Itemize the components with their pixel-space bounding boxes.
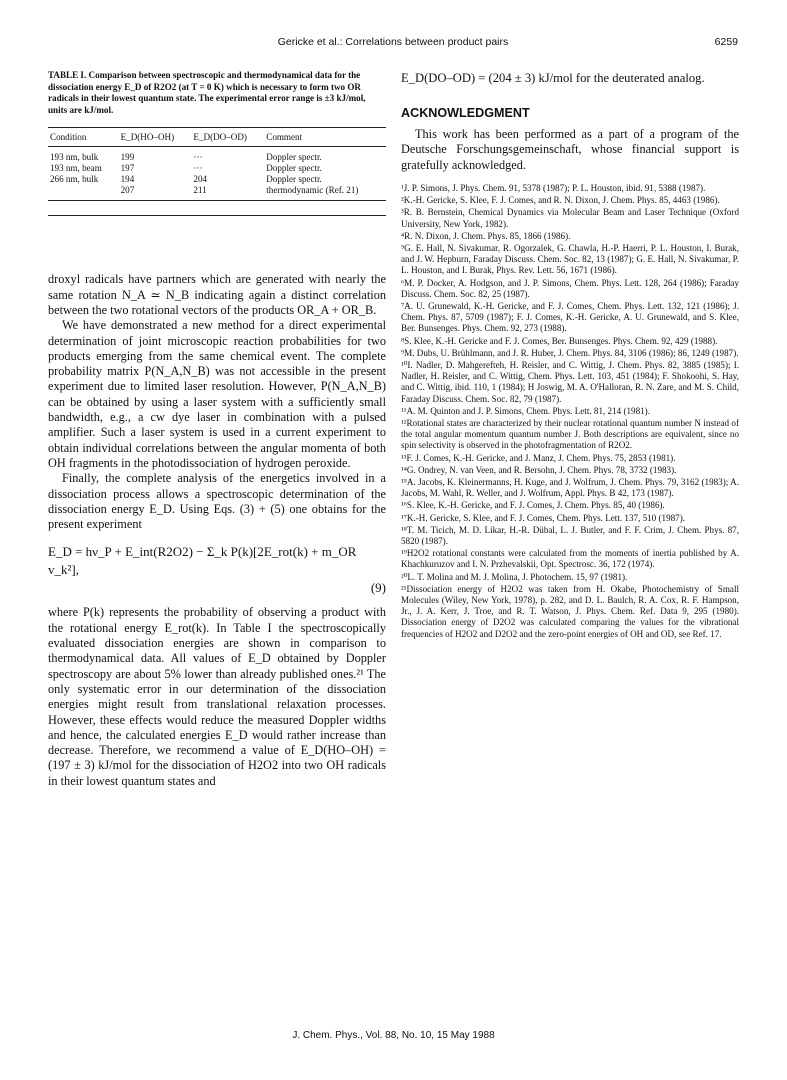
reference-item: ¹⁷K.-H. Gericke, S. Klee, and F. J. Comes, Chem. Phys. Lett. 137, 510 (1987). [401,512,686,523]
table-header-cell: Comment [264,128,386,147]
column-spacer [48,216,386,272]
table-cell: 211 [191,185,264,201]
table-cell: Doppler spectr. [266,163,322,174]
table-cell: 193 nm, beam [50,163,102,174]
reference-item: ¹⁴G. Ondrey, N. van Veen, and R. Bersohn, J. Chem. Phys. 78, 3732 (1983). [401,464,677,475]
reference-item: ²⁰L. T. Molina and M. J. Molina, J. Photochem. 15, 97 (1981). [401,571,628,582]
reference-item: ⁴R. N. Dixon, J. Chem. Phys. 85, 1866 (1986). [401,230,571,241]
reference-item: ¹²Rotational states are characterized by their nuclear rotational quantum number N instead of the total angular momentum quantum number J. Both descriptions are equivalent, since no spin selectivity is observed in the photofragmentation of R2O2. [401,417,739,451]
body-paragraph: E_D(DO–OD) = (204 ± 3) kJ/mol for the deuterated analog. [401,71,705,85]
table-cell: Doppler spectr. [266,152,322,163]
table-header-row [48,128,386,147]
reference-item: ³R. B. Bernstein, Chemical Dynamics via Molecular Beam and Laser Technique (Oxford University, New York, 1982). [401,207,739,229]
table-header-cell: Condition [48,128,119,147]
table-cell: 207 [119,185,192,201]
table-cell: thermodynamic (Ref. 21) [264,185,386,201]
page-number: 6259 [714,36,738,48]
body-paragraph: Finally, the complete analysis of the energetics involved in a dissociation process allows a spectroscopic determination of the dissociation energy E_D. Using Eqs. (3) + (5) one obtains for the present experiment [48,471,386,532]
body-paragraph: We have demonstrated a new method for a direct experimental determination of joint microscopic reaction probabilities for two products emerging from the same chemical event. The complete probability matrix P(N_A,N_B) was not accessible in the present experiment due to limited laser resolution. However, P(N_A,N_B) can be obtained by using a laser system with a sufficiently small bandwidth, e.g., a cw dye laser in combination with a pulsed amplifier. Such a laser system is used in a current experiment to obtain individual correlations between the angular momenta of both OH fragments in the photodissociation of hydrogen peroxide. [48,318,386,470]
table-header-cell: E_D(DO–OD) [191,128,264,147]
reference-item: ⁹M. Dubs, U. Brühlmann, and J. R. Huber, J. Chem. Phys. 84, 3106 (1986); 86, 1249 (1987). [401,347,739,358]
reference-item: ¹⁹H2O2 rotational constants were calculated from the moments of inertia published by A. Khachkuruzov and I. N. Przhevalskii, Opt. Spectrosc. 36, 172 (1974). [401,548,739,570]
reference-item: ¹J. P. Simons, J. Phys. Chem. 91, 5378 (1987); P. L. Houston, ibid. 91, 5388 (1987). [401,182,706,193]
table-cell: 199 [120,152,135,163]
reference-item: ¹⁶S. Klee, K.-H. Gericke, and F. J. Comes, J. Chem. Phys. 85, 40 (1986). [401,500,665,511]
journal-footer: J. Chem. Phys., Vol. 88, No. 10, 15 May 1988 [292,1030,495,1041]
reference-item: ¹⁰I. Nadler, D. Mahgerefteh, H. Reisler, and C. Wittig, J. Chem. Phys. 82, 3885 (1985); I. Nadler, H. Reisler, and C. Wittig, Chem. Phys. Lett. 103, 451 (1984); F. Shokoohi, S. Hay, and C. Wittig, ibid. 110, 1 (1984); H Joswig, M. A. O'Halloran, R. N. Zare, and M. S. Child, Faraday Discuss. Chem. Soc. 82, 79 (1987). [401,359,739,404]
table-cell: 204 [193,174,208,185]
reference-list [401,183,739,640]
table-cell: Doppler spectr. [266,174,322,185]
equation-number: (9) [370,580,386,596]
running-title: Gericke et al.: Correlations between product pairs [277,36,509,48]
equation-block [48,543,386,597]
table-header-cell: E_D(HO–OH) [119,128,192,147]
table-cell: 266 nm, bulk [50,174,99,185]
reference-item: ⁶M. P. Docker, A. Hodgson, and J. P. Simons, Chem. Phys. Lett. 128, 264 (1986); Faraday Discuss. Chem. Soc. 82, 25 (1987). [401,277,739,299]
table-cell: 197 [120,163,135,174]
table-row [48,147,386,164]
reference-item: ¹⁵A. Jacobs, K. Kleinermanns, H. Kuge, and J. Wolfrum, J. Chem. Phys. 79, 3162 (1983); A. Jacobs, M. Wahl, R. Weller, and J. Wolfrum, Appl. Phys. B 42, 173 (1987). [401,476,739,499]
table-cell: ··· [193,163,203,174]
table-cell [48,185,119,201]
acknowledgment-text: This work has been performed as a part of a program of the Deutsche Forschungsgemeinschaft, whose financial support is gratefully acknowledged. [401,127,739,172]
right-column [401,70,739,641]
table-row [48,185,386,201]
reference-item: ⁷A. U. Grunewald, K.-H. Gericke, and F. J. Comes, Chem. Phys. Lett. 132, 121 (1986); J. Chem. Phys. 87, 5709 (1987); F. J. Comes, K.-H. Gericke, A. U. Grunewald, and S. Klee, Ber. Bunsenges. Phys. Chem. 92, 273 (1988). [401,300,739,334]
body-paragraph: droxyl radicals have partners which are generated with nearly the same rotation N_A ≃ N_B indicating again a distinct correlation between the two rotational vectors of the products OR_A + OR_B. [48,272,386,317]
reference-item: ¹⁸T. M. Ticich, M. D. Likar, H.-R. Dübal, L. J. Butler, and F. F. Crim, J. Chem. Phys. 87, 5820 (1987). [401,524,739,546]
table-cell: 194 [120,174,135,185]
reference-item: ²¹Dissociation energy of H2O2 was taken from H. Okabe, Photochemistry of Small Molecules (Wiley, New York, 1978), p. 282, and D. L. Baulch, R. A. Cox, R. F. Hampson, Jr., J. A. Kerr, J. Troe, and R. T. Watson, J. Phys. Chem. Ref. Data 9, 295 (1980). Dissociation energy of D2O2 was calculated comparing the values for the vibrational frequencies of H2O2 and D2O2 and the zero-point energies of OH and OD, see Ref. 17. [401,583,739,639]
table-row [48,163,386,174]
reference-item: ¹³F. J. Comes, K.-H. Gericke, and J. Manz, J. Chem. Phys. 75, 2853 (1981). [401,452,676,463]
table-row [48,174,386,185]
running-header [48,36,738,50]
reference-item: ⁵G. E. Hall, N. Sivakumar, R. Ogorzalek, G. Chawla, H.-P. Haerri, P. L. Houston, I. Burak, and J. W. Hepburn, Faraday Discuss. Chem. Soc. 82, 13 (1987); G. E. Hall, N. Sivakumar, P. L. Houston, and I. Burak, Phys. Rev. Lett. 56, 1671 (1986). [401,242,739,276]
left-column [48,70,386,789]
body-paragraph: where P(k) represents the probability of observing a product with the rotational energy E_rot(k). In Table I the spectroscopically evaluated dissociation energies are shown in comparison to thermodynamical data. All values of E_D obtained by Doppler spectroscopy are about 5% lower than already published ones.²¹ The only systematic error in our determination of the dissociation energies might result from translational relaxation processes. However, these effects would reduce the measured Doppler widths and hence, the calculated energies E_D would rather increase than decrease. Therefore, we recommend a value of E_D(HO–OH) = (197 ± 3) kJ/mol for the dissociation of H2O2 into two OH radicals in their lowest quantum states and [48,605,386,788]
reference-item: ¹¹A. M. Quinton and J. P. Simons, Chem. Phys. Lett. 81, 214 (1981). [401,405,650,416]
table-cell: 193 nm, bulk [50,152,99,163]
section-heading: ACKNOWLEDGMENT [401,106,530,120]
reference-item: ²K.-H. Gericke, S. Klee, F. J. Comes, and R. N. Dixon, J. Chem. Phys. 85, 4463 (1986). [401,195,720,206]
reference-item: ⁸S. Klee, K.-H. Gericke and F. J. Comes, Ber. Bunsenges. Phys. Chem. 92, 429 (1988). [401,335,718,346]
table-cell: ··· [193,152,203,163]
data-table [48,127,386,201]
table-caption: TABLE I. Comparison between spectroscopic and thermodynamical data for the dissociation energy E_D of R2O2 (at T = 0 K) which is necessary to form two OR radicals in their lowest quantum state. The experimental error range is ±3 kJ/mol, units are kJ/mol. [48,70,366,115]
equation: E_D = hν_P + E_int(R2O2) − Σ_k P(k)[2E_rot(k) + m_OR v_k²], [48,544,357,578]
